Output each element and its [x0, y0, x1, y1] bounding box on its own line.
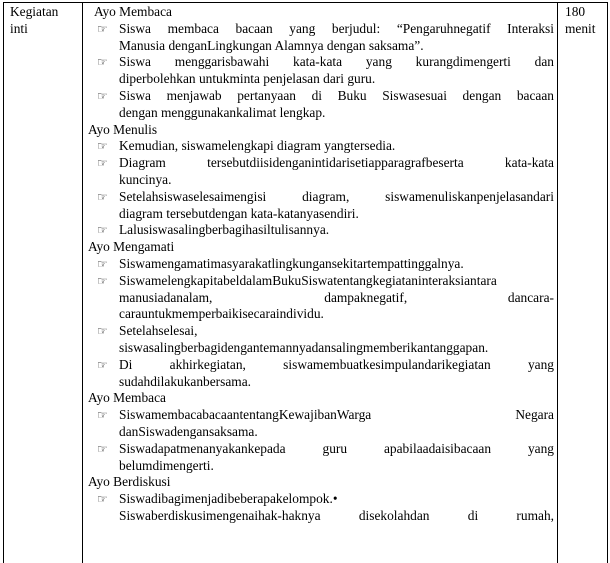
hand-pointer-icon: ☞ — [97, 408, 108, 423]
list-item: ☞ Di akhirkegiatan, siswamembuatkesimpulandarikegiatan yang sudahdilakukanbersama. — [97, 356, 554, 389]
section-heading: Ayo Menulis — [88, 121, 158, 137]
list-item: ☞ Setelahsiswaselesaimengisi diagram, siswamenuliskanpenjelasandari diagram tersebutdengan kata-katanyasendiri. — [97, 188, 554, 221]
activity-column — [4, 3, 83, 563]
hand-pointer-icon: ☞ — [97, 256, 108, 271]
hand-pointer-icon: ☞ — [97, 223, 108, 238]
section-list — [88, 21, 554, 122]
section-heading: Ayo Membaca — [88, 390, 166, 406]
description-content — [88, 4, 554, 525]
list-item: ☞ SiswamembacabacaantentangKewajibanWarga Negara danSiswadengansaksama. — [97, 407, 554, 439]
section-list — [88, 491, 554, 525]
duration-label: 180 menit — [565, 4, 596, 36]
list-item: ☞ Setelahselesai, siswasalingberbagidengantemannyadansalingmemberikantanggapan. — [97, 323, 489, 355]
lesson-table — [3, 2, 608, 563]
section-heading: Ayo Mengamati — [88, 239, 175, 255]
section-heading: Ayo Berdiskusi — [88, 474, 171, 490]
list-item: ☞ Siswadibagimenjadibeberapakelompok.• Siswaberdiskusimengenaihak-haknya disekolahdan di rumah, — [97, 491, 554, 523]
list-item: ☞ SiswamelengkapitabeldalamBukuSiswatentangkegiataninteraksiantara manusiadanalam, dampaknegatif, dancara- carauntukmemperbaikisecaraindividu. — [97, 272, 554, 322]
hand-pointer-icon: ☞ — [97, 156, 108, 171]
section-heading: Ayo Membaca — [94, 4, 172, 19]
list-item: ☞ Siswa menjawab pertanyaan di Buku Siswasesuai dengan bacaan dengan menggunakankalimat lengkap. — [97, 87, 554, 120]
section-list — [88, 138, 554, 239]
description-column — [83, 3, 558, 563]
list-item: ☞ Siswamengamatimasyarakatlingkungansekitartempattinggalnya. — [97, 255, 464, 271]
list-item: ☞ Siswa membaca bacaan yang berjudul: “Pengaruhnegatif Interaksi Manusia denganLingkungan Alamnya dengan saksama”. — [97, 20, 554, 53]
hand-pointer-icon: ☞ — [97, 441, 108, 456]
section-list — [88, 407, 554, 474]
hand-pointer-icon: ☞ — [97, 492, 108, 507]
hand-pointer-icon: ☞ — [97, 21, 108, 36]
hand-pointer-icon: ☞ — [97, 139, 108, 154]
hand-pointer-icon: ☞ — [97, 357, 108, 372]
activity-label: Kegiatan inti — [10, 4, 59, 36]
duration-column — [558, 3, 607, 563]
hand-pointer-icon: ☞ — [97, 88, 108, 103]
list-item: ☞ Diagram tersebutdiisidenganintidarisetiapparagrafbeserta kata-kata kuncinya. — [97, 155, 554, 187]
section-list — [88, 256, 554, 390]
list-item: ☞ Siswadapatmenanyakankepada guru apabilaadaisibacaan yang belumdimengerti. — [97, 440, 554, 473]
hand-pointer-icon: ☞ — [97, 55, 108, 70]
hand-pointer-icon: ☞ — [97, 324, 108, 339]
list-item: ☞ Kemudian, siswamelengkapi diagram yangtersedia. — [97, 138, 396, 154]
hand-pointer-icon: ☞ — [97, 189, 108, 204]
hand-pointer-icon: ☞ — [97, 273, 108, 288]
list-item: ☞ Siswa menggarisbawahi kata-kata yang kurangdimengerti dan diperbolehkan untukminta penjelasan dari guru. — [97, 54, 554, 87]
list-item: ☞ Lalusiswasalingberbagihasiltulisannya. — [97, 222, 330, 238]
